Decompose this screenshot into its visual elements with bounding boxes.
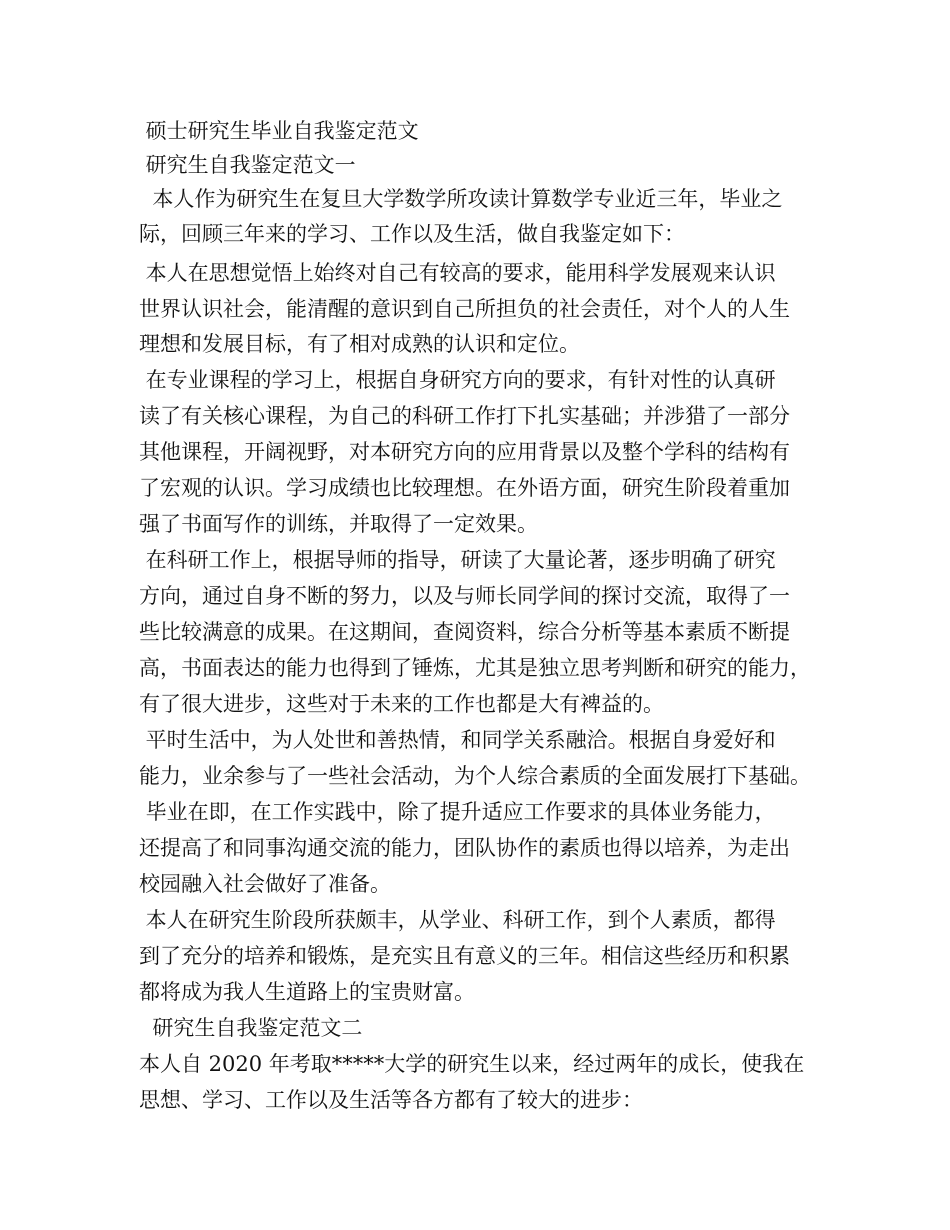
text-line: 还提高了和同事沟通交流的能力，团队协作的素质也得以培养，为走出 xyxy=(139,836,790,860)
text-line: 都将成为我人生道路上的宝贵财富。 xyxy=(139,980,475,1004)
document-title: 硕士研究生毕业自我鉴定范文 xyxy=(139,119,419,143)
text-line: 世界认识社会，能清醒的意识到自己所担负的社会责任，对个人的人生 xyxy=(139,297,790,321)
text-line: 其他课程，开阔视野，对本研究方向的应用背景以及整个学科的结构有 xyxy=(139,440,790,464)
text-line: 思想、学习、工作以及生活等各方都有了较大的进步： xyxy=(139,1088,643,1112)
text-line: 能力，业余参与了一些社会活动，为个人综合素质的全面发展打下基础。 xyxy=(139,764,811,788)
text-line: 方向，通过自身不断的努力，以及与师长同学间的探讨交流，取得了一 xyxy=(139,584,790,608)
text-line: 本人自 2020 年考取*****大学的研究生以来，经过两年的成长，使我在 xyxy=(139,1052,805,1076)
text-line: 些比较满意的成果。在这期间，查阅资料，综合分析等基本素质不断提 xyxy=(139,620,790,644)
text-line: 平时生活中，为人处世和善热情，和同学关系融洽。根据自身爱好和 xyxy=(139,728,776,752)
text-line: 际，回顾三年来的学习、工作以及生活，做自我鉴定如下： xyxy=(139,222,685,246)
section-heading: 研究生自我鉴定范文一 xyxy=(139,153,356,177)
text-line: 在专业课程的学习上，根据自身研究方向的要求，有针对性的认真研 xyxy=(139,368,776,392)
text-line: 本人作为研究生在复旦大学数学所攻读计算数学专业近三年，毕业之 xyxy=(139,187,783,211)
text-line: 在科研工作上，根据导师的指导，研读了大量论著，逐步明确了研究 xyxy=(139,548,776,572)
text-line: 强了书面写作的训练，并取得了一定效果。 xyxy=(139,512,538,536)
text-line: 校园融入社会做好了准备。 xyxy=(139,872,391,896)
text-line: 本人在思想觉悟上始终对自己有较高的要求，能用科学发展观来认识 xyxy=(139,261,776,285)
text-line: 了宏观的认识。学习成绩也比较理想。在外语方面，研究生阶段着重加 xyxy=(139,476,790,500)
text-line: 到了充分的培养和锻炼，是充实且有意义的三年。相信这些经历和积累 xyxy=(139,944,790,968)
text-line: 有了很大进步，这些对于未来的工作也都是大有裨益的。 xyxy=(139,692,664,716)
section-heading: 研究生自我鉴定范文二 xyxy=(139,1016,363,1040)
text-line: 高，书面表达的能力也得到了锤炼，尤其是独立思考判断和研究的能力， xyxy=(139,656,811,680)
text-line: 本人在研究生阶段所获颇丰，从学业、科研工作，到个人素质，都得 xyxy=(139,908,776,932)
text-line: 毕业在即，在工作实践中，除了提升适应工作要求的具体业务能力， xyxy=(139,800,776,824)
text-line: 读了有关核心课程，为自己的科研工作打下扎实基础；并涉猎了一部分 xyxy=(139,404,790,428)
text-line: 理想和发展目标，有了相对成熟的认识和定位。 xyxy=(139,332,580,356)
